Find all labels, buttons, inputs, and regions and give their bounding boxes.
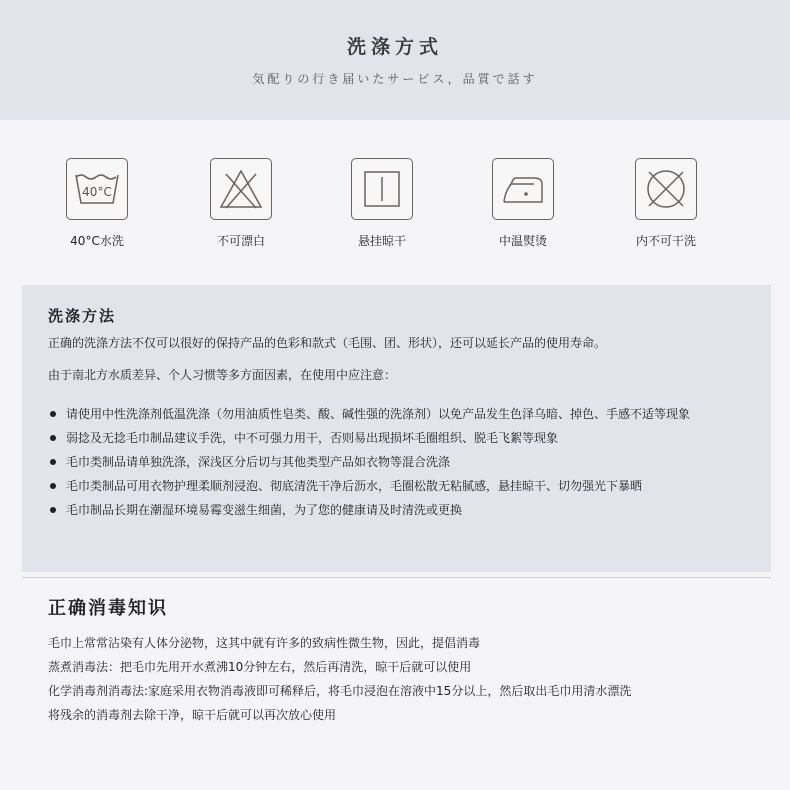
bullet-dot: [50, 435, 56, 441]
disinfection-line: 化学消毒剂消毒法:家庭采用衣物消毒液即可稀释后，将毛巾浸泡在溶液中15分以上，然后取出毛巾用清水漂洗: [48, 684, 632, 698]
care-item-no-bleach: [186, 158, 296, 249]
list-item: 弱捻及无捻毛巾制品建议手洗，中不可强力用干，否则易出现损坏毛圈组织、脱毛飞絮等现象: [50, 426, 750, 450]
list-item: 毛巾制品长期在潮湿环境易霉变滋生细菌，为了您的健康请及时清洗或更换: [50, 498, 750, 522]
wash-method-notice: 由于南北方水质差异、个人习惯等多方面因素，在使用中应注意：: [48, 368, 397, 382]
wash-method-bullets: [50, 402, 750, 522]
care-icons-row: [0, 158, 790, 258]
care-label-wash: 40°C水洗: [70, 234, 124, 248]
wash-40c-icon: [66, 158, 128, 220]
disinfection-title: 正确消毒知识: [48, 598, 168, 619]
page-subtitle: 気配りの行き届いたサービス，品質で話す: [252, 72, 538, 86]
bullet-dot: [50, 507, 56, 513]
care-item-wash: [42, 158, 152, 249]
line-dry-icon: [351, 158, 413, 220]
bullet-dot: [50, 483, 56, 489]
disinfection-line: 蒸煮消毒法：把毛巾先用开水煮沸10分钟左右，然后再清洗，晾干后就可以使用: [48, 660, 472, 674]
list-item: 毛巾类制品可用衣物护理柔顺剂浸泡、彻底清洗干净后沥水，毛圈松散无粘腻感，悬挂晾干、切勿强光下暴晒: [50, 474, 750, 498]
bullet-dot: [50, 411, 56, 417]
list-item: 毛巾类制品请单独洗涤，深浅区分后切与其他类型产品如衣物等混合洗涤: [50, 450, 750, 474]
medium-iron-icon: [492, 158, 554, 220]
care-item-no-dry-clean: [611, 158, 721, 249]
list-item: 请使用中性洗涤剂低温洗涤（勿用油质性皂类、酸、碱性强的洗涤剂）以免产品发生色泽乌暗、掉色、手感不适等现象: [50, 402, 750, 426]
bullet-dot: [50, 459, 56, 465]
no-bleach-icon: [210, 158, 272, 220]
care-label-no-dry-clean: 内不可干洗: [635, 234, 696, 248]
wash-temp-badge: 40°C: [82, 185, 112, 199]
page-title: 洗涤方式: [346, 36, 443, 58]
header-banner: [0, 0, 790, 120]
care-item-medium-iron: [468, 158, 578, 249]
section-divider: [22, 577, 771, 578]
care-item-line-dry: [327, 158, 437, 249]
care-label-medium-iron: 中温熨烫: [498, 234, 547, 248]
disinfection-line: 将残余的消毒剂去除干净，晾干后就可以再次放心使用: [48, 708, 337, 722]
care-label-no-bleach: 不可漂白: [216, 234, 265, 248]
wash-method-title: 洗涤方法: [48, 307, 117, 325]
wash-method-intro: 正确的洗涤方法不仅可以很好的保持产品的色彩和款式（毛围、团、形状），还可以延长产品的使用寿命。: [48, 336, 607, 350]
care-label-line-dry: 悬挂晾干: [357, 234, 406, 248]
disinfection-line: 毛巾上常常沾染有人体分泌物，这其中就有许多的致病性微生物，因此，提倡消毒: [48, 636, 481, 650]
no-dry-clean-icon: [635, 158, 697, 220]
